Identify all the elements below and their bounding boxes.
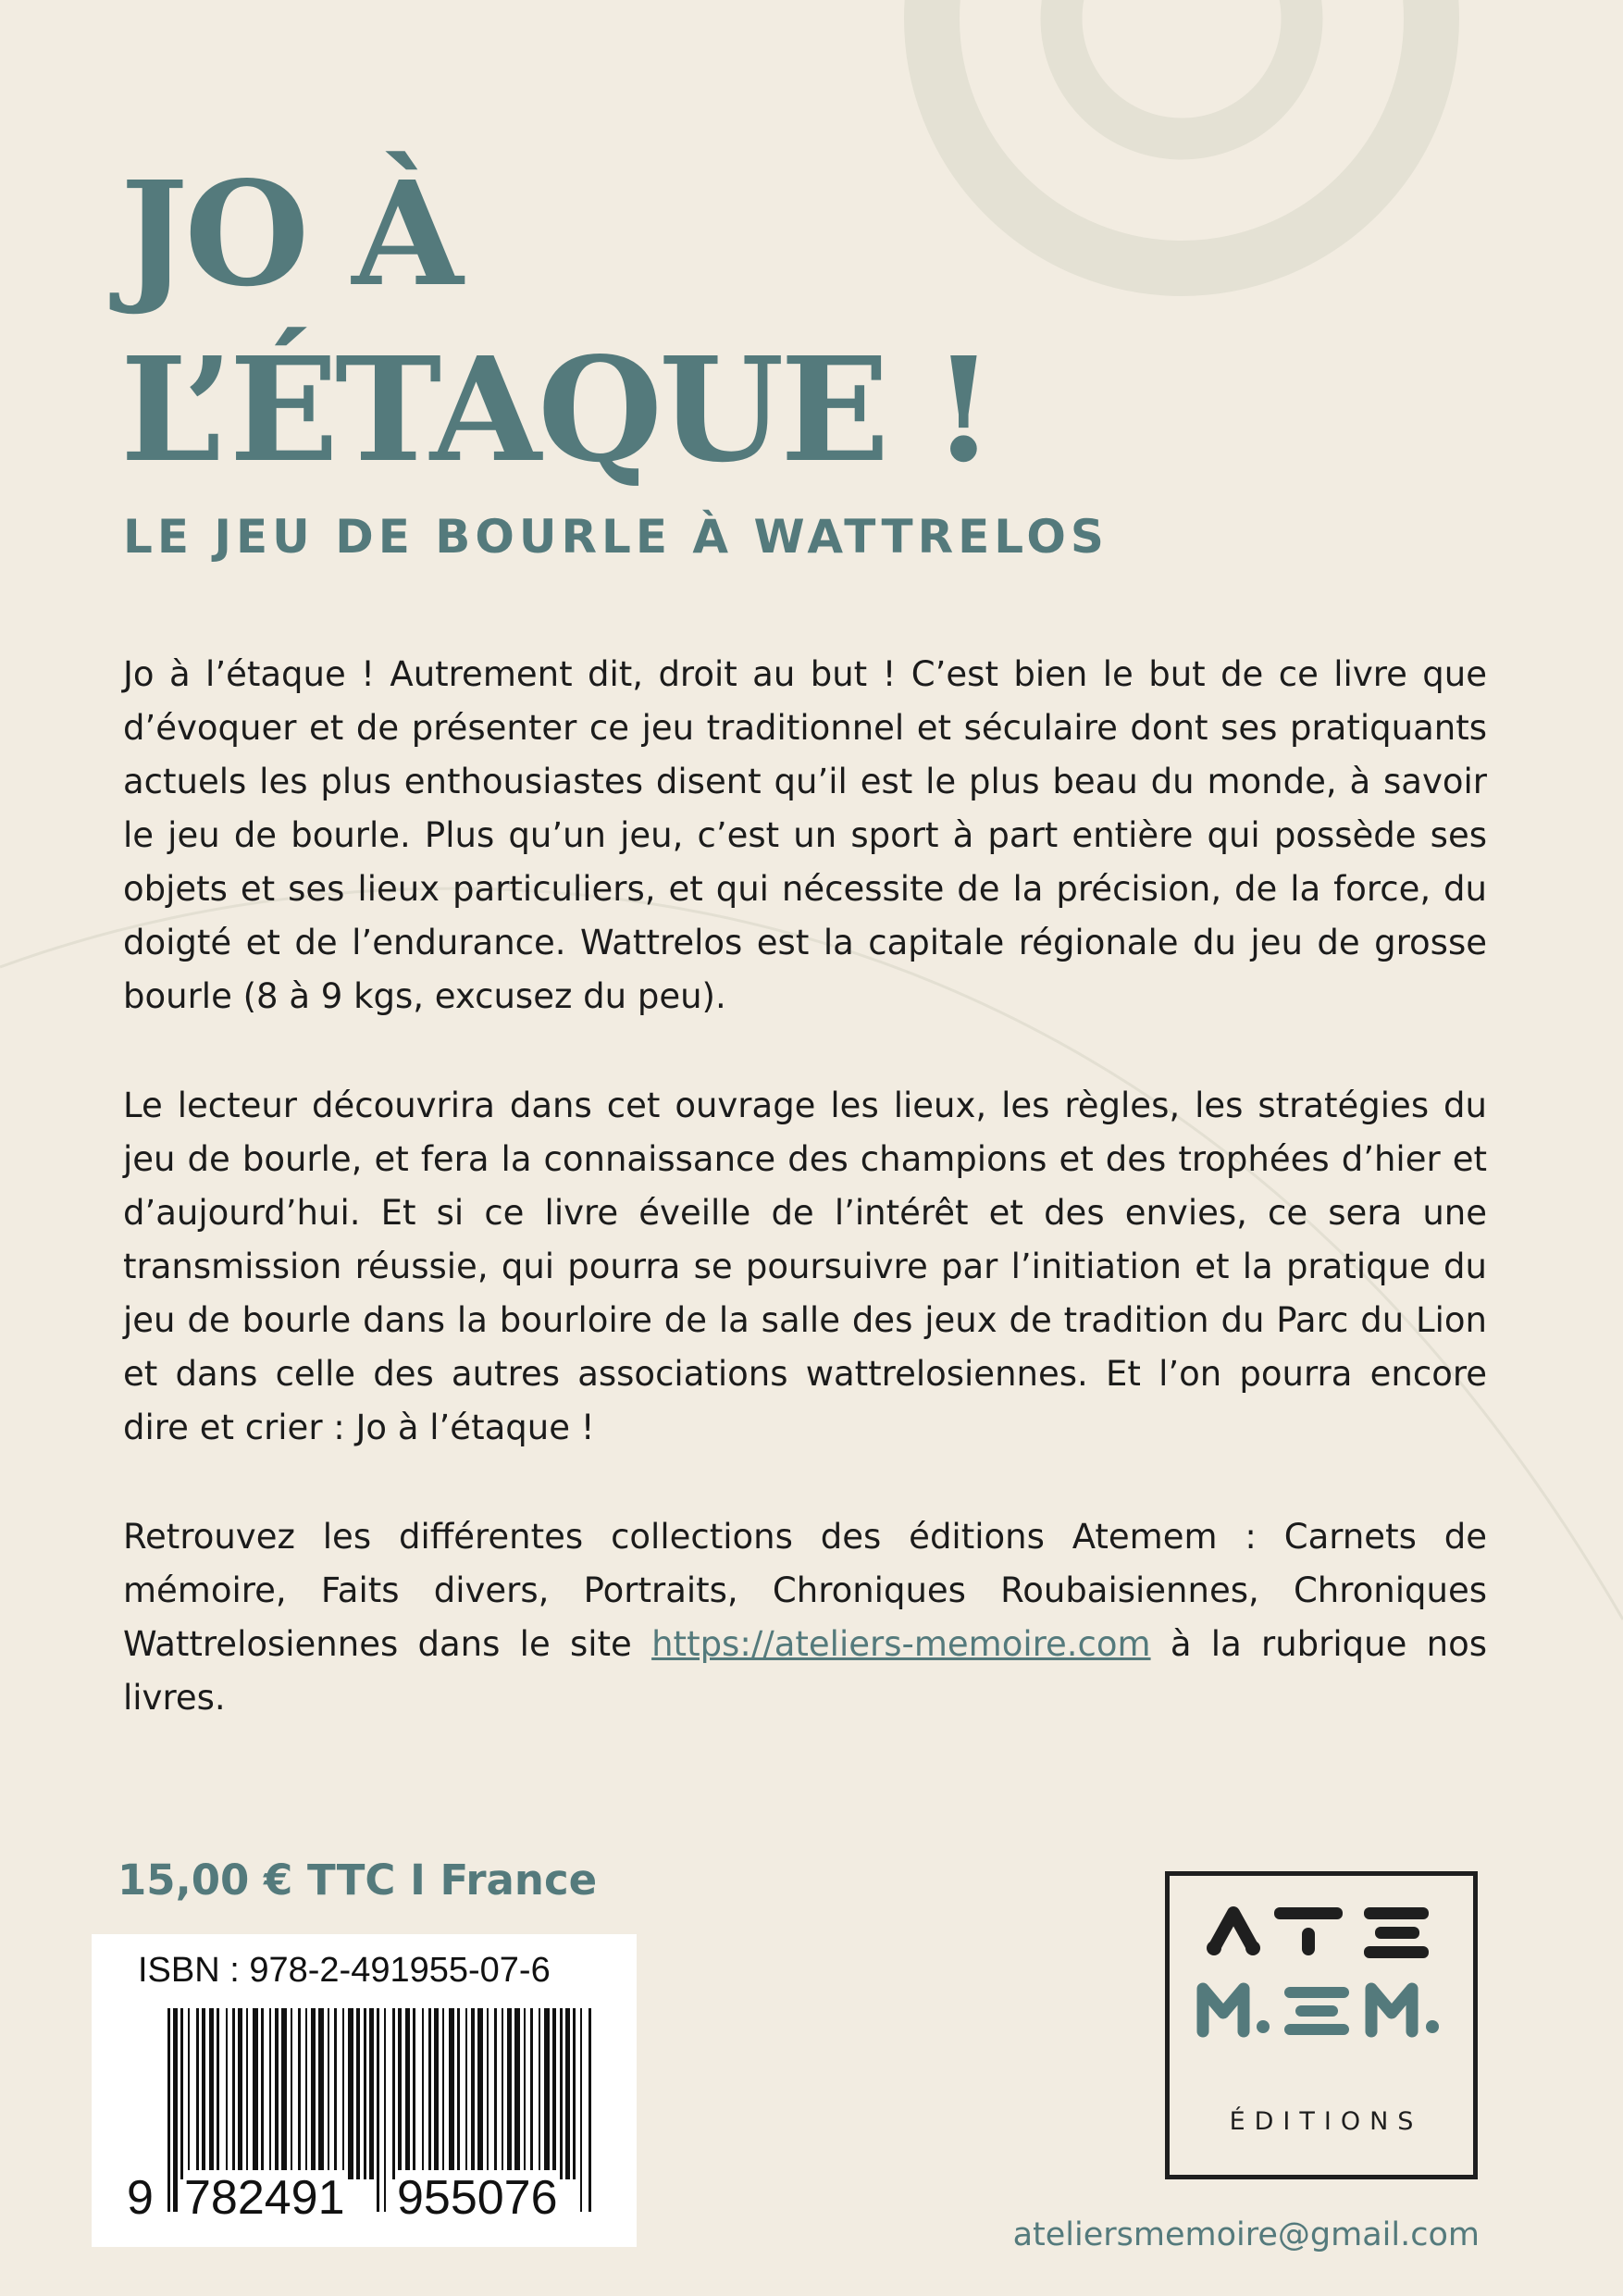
barcode-bar: [457, 2008, 460, 2179]
barcode-bar: [291, 2008, 292, 2179]
barcode-digits-left: 782491: [184, 2171, 345, 2225]
logo-letters-mem: [1203, 1987, 1439, 2035]
barcode-panel: [92, 1934, 637, 2247]
barcode-bar: [209, 2008, 214, 2179]
barcode-bar: [369, 2008, 374, 2179]
barcode-bar: [530, 2008, 533, 2179]
barcode-bar: [348, 2008, 353, 2179]
barcode-bar: [342, 2008, 344, 2179]
book-subtitle: LE JEU DE BOURLE À WATTRELOS: [123, 510, 1109, 564]
barcode-bar: [377, 2008, 379, 2212]
barcode-bar: [465, 2008, 467, 2179]
barcode-bar: [494, 2008, 497, 2179]
barcode-bar: [275, 2008, 279, 2179]
price-label: 15,00 € TTC I France: [118, 1855, 598, 1905]
barcode-bar: [552, 2008, 556, 2179]
barcode-bar: [422, 2008, 424, 2179]
paragraph-3-text-after: à la rubrique nos livres.: [123, 1624, 1487, 1718]
barcode-bar: [507, 2008, 512, 2179]
barcode-bar: [588, 2008, 591, 2212]
logo-letter-a: [1207, 1913, 1260, 1955]
barcode-bar: [253, 2008, 258, 2179]
barcode-bar: [428, 2008, 431, 2179]
barcode-bar: [217, 2008, 219, 2179]
barcode-bar: [180, 2008, 183, 2179]
barcode-bar: [434, 2008, 439, 2179]
barcode-bar: [449, 2008, 454, 2179]
barcode-bar: [196, 2008, 199, 2179]
barcode-bar: [573, 2008, 576, 2179]
logo-letter-e: [1364, 1907, 1429, 1958]
website-link[interactable]: https://ateliers-memoire.com: [651, 1624, 1151, 1664]
barcode-bar: [565, 2008, 570, 2179]
publisher-logo: [1165, 1871, 1478, 2179]
barcode-bar: [364, 2008, 366, 2179]
logo-editions-label: ÉDITIONS: [1229, 2107, 1423, 2136]
barcode-bar: [471, 2008, 475, 2179]
barcode-bar: [398, 2008, 402, 2179]
barcode-bar: [392, 2008, 395, 2179]
book-description: [123, 648, 1487, 1781]
barcode-bar: [487, 2008, 489, 2179]
barcode-bar: [524, 2008, 526, 2179]
logo-letter-t: [1274, 1907, 1343, 1955]
barcode-bar: [539, 2008, 540, 2179]
barcode-bar: [544, 2008, 550, 2179]
barcode-bar: [188, 2008, 190, 2179]
barcode-bar: [502, 2008, 503, 2179]
barcode-bar: [173, 2008, 178, 2212]
barcode-bar: [261, 2008, 264, 2179]
book-title: [120, 146, 991, 498]
barcode-bar: [226, 2008, 228, 2179]
barcode-bar: [334, 2008, 337, 2179]
barcode-bar: [356, 2008, 360, 2179]
decor-ring-inner: [1061, 0, 1302, 139]
barcode-bar: [305, 2008, 307, 2179]
barcode-bar: [384, 2008, 386, 2212]
barcode-bar: [560, 2008, 563, 2179]
barcode-bar: [318, 2008, 324, 2179]
barcode-bar: [281, 2008, 287, 2179]
barcode-bar: [477, 2008, 483, 2179]
publisher-email[interactable]: ateliersmemoire@gmail.com: [1012, 2216, 1480, 2253]
barcode-bar: [269, 2008, 271, 2179]
description-paragraph-2: Le lecteur découvrira dans cet ouvrage les lieux, les règles, les stratégies du jeu de bourle, et fera la connaissance des champions et des trophées d’hier et d’aujourd’hui. Et si ce livre éveille de l’intérêt et des envies, ce sera une transmission réussie, qui pourra se poursuivre par l’initiation et la pratique du jeu de bourle dans la bourloire de la salle des jeux de tradition du Parc du Lion et dans celle des autres associations wattrelosiennes. Et l’on pourra encore dire et crier : Jo à l’étaque !: [123, 1086, 1487, 1447]
barcode-digits-right: 955076: [397, 2171, 558, 2225]
paragraph-3-text-before: Retrouvez les différentes collections des éditions Atemem : Carnets de mémoire, Faits divers, Portraits, Chroniques Roubaisiennes, Chroniques Wattrelosiennes dans le site: [123, 1517, 1487, 1664]
isbn-label: ISBN : 978-2-491955-07-6: [138, 1951, 551, 1990]
barcode-bar: [246, 2008, 248, 2179]
barcode-bar: [413, 2008, 415, 2179]
barcode-bar: [580, 2008, 582, 2212]
barcode-bar: [298, 2008, 301, 2179]
barcode-bar: [311, 2008, 316, 2179]
barcode-bar: [328, 2008, 329, 2179]
description-paragraph-3: [123, 1510, 1487, 1725]
barcode-bar: [514, 2008, 520, 2179]
title-line-1: JO À: [120, 149, 460, 318]
description-paragraph-1: Jo à l’étaque ! Autrement dit, droit au but ! C’est bien le but de ce livre que d’évoquer et de présenter ce jeu traditionnel et séculaire dont ses pratiquants actuels les plus enthousiastes disent qu’il est le plus beau du monde, à savoir le jeu de bourle. Plus qu’un jeu, c’est un sport à part entière qui possède ses objets et ses lieux particuliers, et qui nécessite de la précision, de la force, du doigté et de l’endurance. Wattrelos est la capitale régionale du jeu de grosse bourle (8 à 9 kgs, excusez du peu).: [123, 654, 1487, 1016]
barcode-bar: [232, 2008, 235, 2179]
barcode-bar: [202, 2008, 205, 2179]
title-line-2: L’ÉTAQUE !: [120, 325, 992, 494]
barcode-digit-first: 9: [127, 2171, 154, 2225]
barcode-bar: [442, 2008, 444, 2179]
barcode-bar: [405, 2008, 410, 2179]
barcode-bar: [167, 2008, 170, 2212]
barcode-bar: [238, 2008, 242, 2179]
